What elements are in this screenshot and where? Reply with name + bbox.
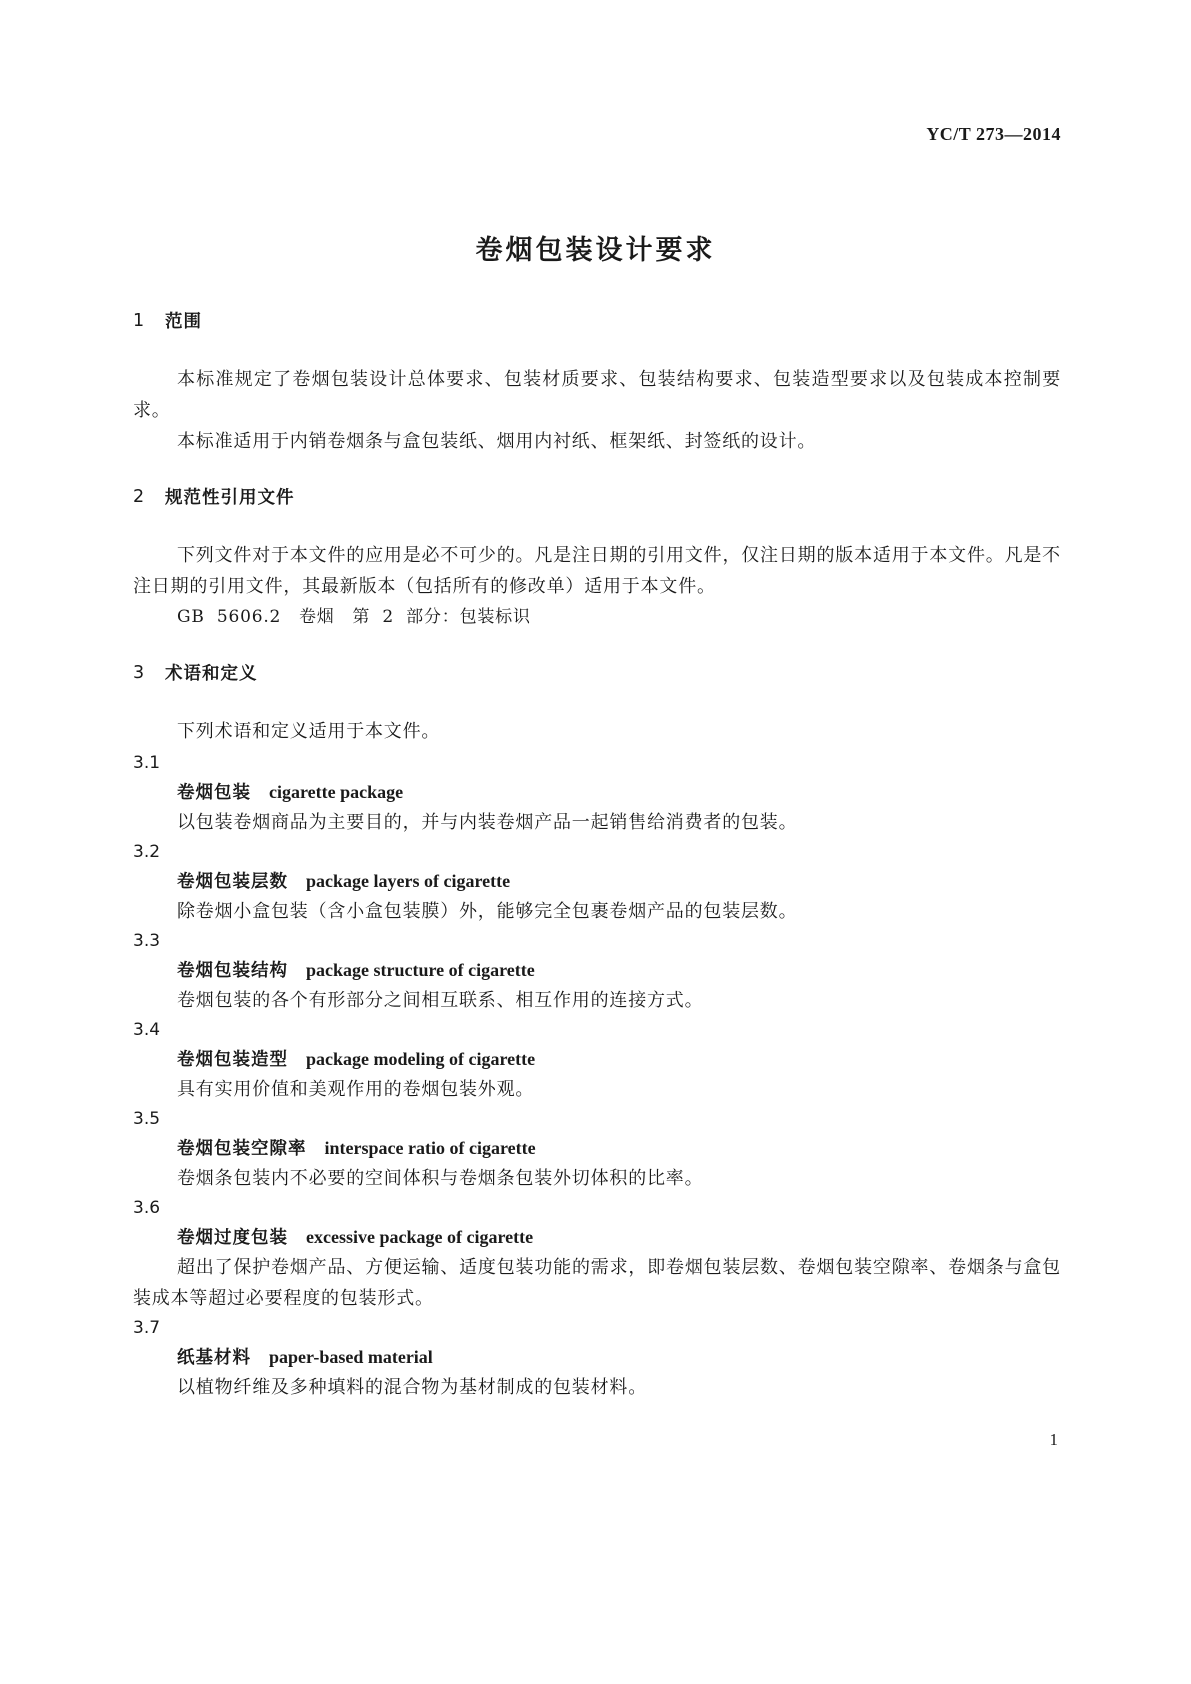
term-entry bbox=[133, 1314, 1061, 1403]
term-english: package layers of cigarette bbox=[306, 871, 511, 891]
term-entry bbox=[133, 1194, 1061, 1314]
section-number: 3 bbox=[133, 662, 146, 683]
term-number: 3.3 bbox=[133, 931, 161, 951]
term-english: cigarette package bbox=[269, 782, 404, 802]
term-heading bbox=[133, 1133, 1061, 1163]
term-english: excessive package of cigarette bbox=[306, 1227, 534, 1247]
term-number: 3.5 bbox=[133, 1109, 161, 1129]
term-definition: 以包装卷烟商品为主要目的，并与内装卷烟产品一起销售给消费者的包装。 bbox=[177, 812, 798, 833]
section-3-body bbox=[133, 716, 1061, 1403]
term-definition: 超出了保护卷烟产品、方便运输、适度包装功能的需求，即卷烟包装层数、卷烟包装空隙率、卷烟条与盒包装成本等超过必要程度的包装形式。 bbox=[133, 1257, 1061, 1309]
term-chinese: 纸基材料 bbox=[177, 1348, 251, 1368]
term-english: interspace ratio of cigarette bbox=[324, 1138, 536, 1158]
section-3-heading bbox=[133, 660, 1061, 685]
term-heading bbox=[133, 1222, 1061, 1252]
term-number: 3.1 bbox=[133, 753, 161, 773]
term-heading bbox=[133, 866, 1061, 896]
term-heading bbox=[133, 955, 1061, 985]
term-heading bbox=[133, 1342, 1061, 1372]
term-chinese: 卷烟包装层数 bbox=[177, 872, 288, 892]
normative-reference: GB 5606.2 卷烟 第 2 部分：包装标识 bbox=[177, 607, 531, 627]
term-chinese: 卷烟包装结构 bbox=[177, 961, 288, 981]
term-definition: 以植物纤维及多种填料的混合物为基材制成的包装材料。 bbox=[177, 1377, 647, 1398]
section-1-body bbox=[133, 364, 1061, 457]
term-english: package structure of cigarette bbox=[306, 960, 535, 980]
page-number: 1 bbox=[1049, 1430, 1058, 1449]
document-title: 卷烟包装设计要求 bbox=[475, 235, 716, 266]
term-number: 3.2 bbox=[133, 842, 161, 862]
term-heading bbox=[133, 777, 1061, 807]
term-entry bbox=[133, 1016, 1061, 1105]
term-entry bbox=[133, 749, 1061, 838]
section-1-heading bbox=[133, 308, 1061, 333]
section-title: 范围 bbox=[165, 312, 202, 332]
section-title: 规范性引用文件 bbox=[165, 488, 295, 508]
term-chinese: 卷烟包装空隙率 bbox=[177, 1139, 307, 1159]
term-definition: 具有实用价值和美观作用的卷烟包装外观。 bbox=[177, 1079, 535, 1100]
section-number: 1 bbox=[133, 310, 146, 331]
paragraph: 本标准适用于内销卷烟条与盒包装纸、烟用内衬纸、框架纸、封签纸的设计。 bbox=[177, 431, 817, 452]
paragraph: 下列术语和定义适用于本文件。 bbox=[177, 721, 441, 742]
term-number: 3.4 bbox=[133, 1020, 161, 1040]
section-2-body bbox=[133, 540, 1061, 633]
section-2-heading bbox=[133, 484, 1061, 509]
standard-code: YC/T 273—2014 bbox=[926, 124, 1061, 144]
term-number: 3.6 bbox=[133, 1198, 161, 1218]
term-english: package modeling of cigarette bbox=[306, 1049, 536, 1069]
term-entry bbox=[133, 838, 1061, 927]
term-english: paper-based material bbox=[269, 1347, 433, 1367]
paragraph: 本标准规定了卷烟包装设计总体要求、包装材质要求、包装结构要求、包装造型要求以及包装成本控制要求。 bbox=[133, 369, 1061, 421]
term-definition: 卷烟条包装内不必要的空间体积与卷烟条包装外切体积的比率。 bbox=[177, 1168, 704, 1189]
term-number: 3.7 bbox=[133, 1318, 161, 1338]
section-number: 2 bbox=[133, 486, 146, 507]
term-chinese: 卷烟包装 bbox=[177, 783, 251, 803]
term-entry bbox=[133, 1105, 1061, 1194]
term-chinese: 卷烟包装造型 bbox=[177, 1050, 288, 1070]
term-chinese: 卷烟过度包装 bbox=[177, 1228, 288, 1248]
term-heading bbox=[133, 1044, 1061, 1074]
term-definition: 除卷烟小盒包装（含小盒包装膜）外，能够完全包裹卷烟产品的包装层数。 bbox=[177, 901, 798, 922]
paragraph: 下列文件对于本文件的应用是必不可少的。凡是注日期的引用文件，仅注日期的版本适用于本文件。凡是不注日期的引用文件，其最新版本（包括所有的修改单）适用于本文件。 bbox=[133, 545, 1061, 597]
section-title: 术语和定义 bbox=[165, 664, 258, 684]
term-definition: 卷烟包装的各个有形部分之间相互联系、相互作用的连接方式。 bbox=[177, 990, 704, 1011]
term-entry bbox=[133, 927, 1061, 1016]
